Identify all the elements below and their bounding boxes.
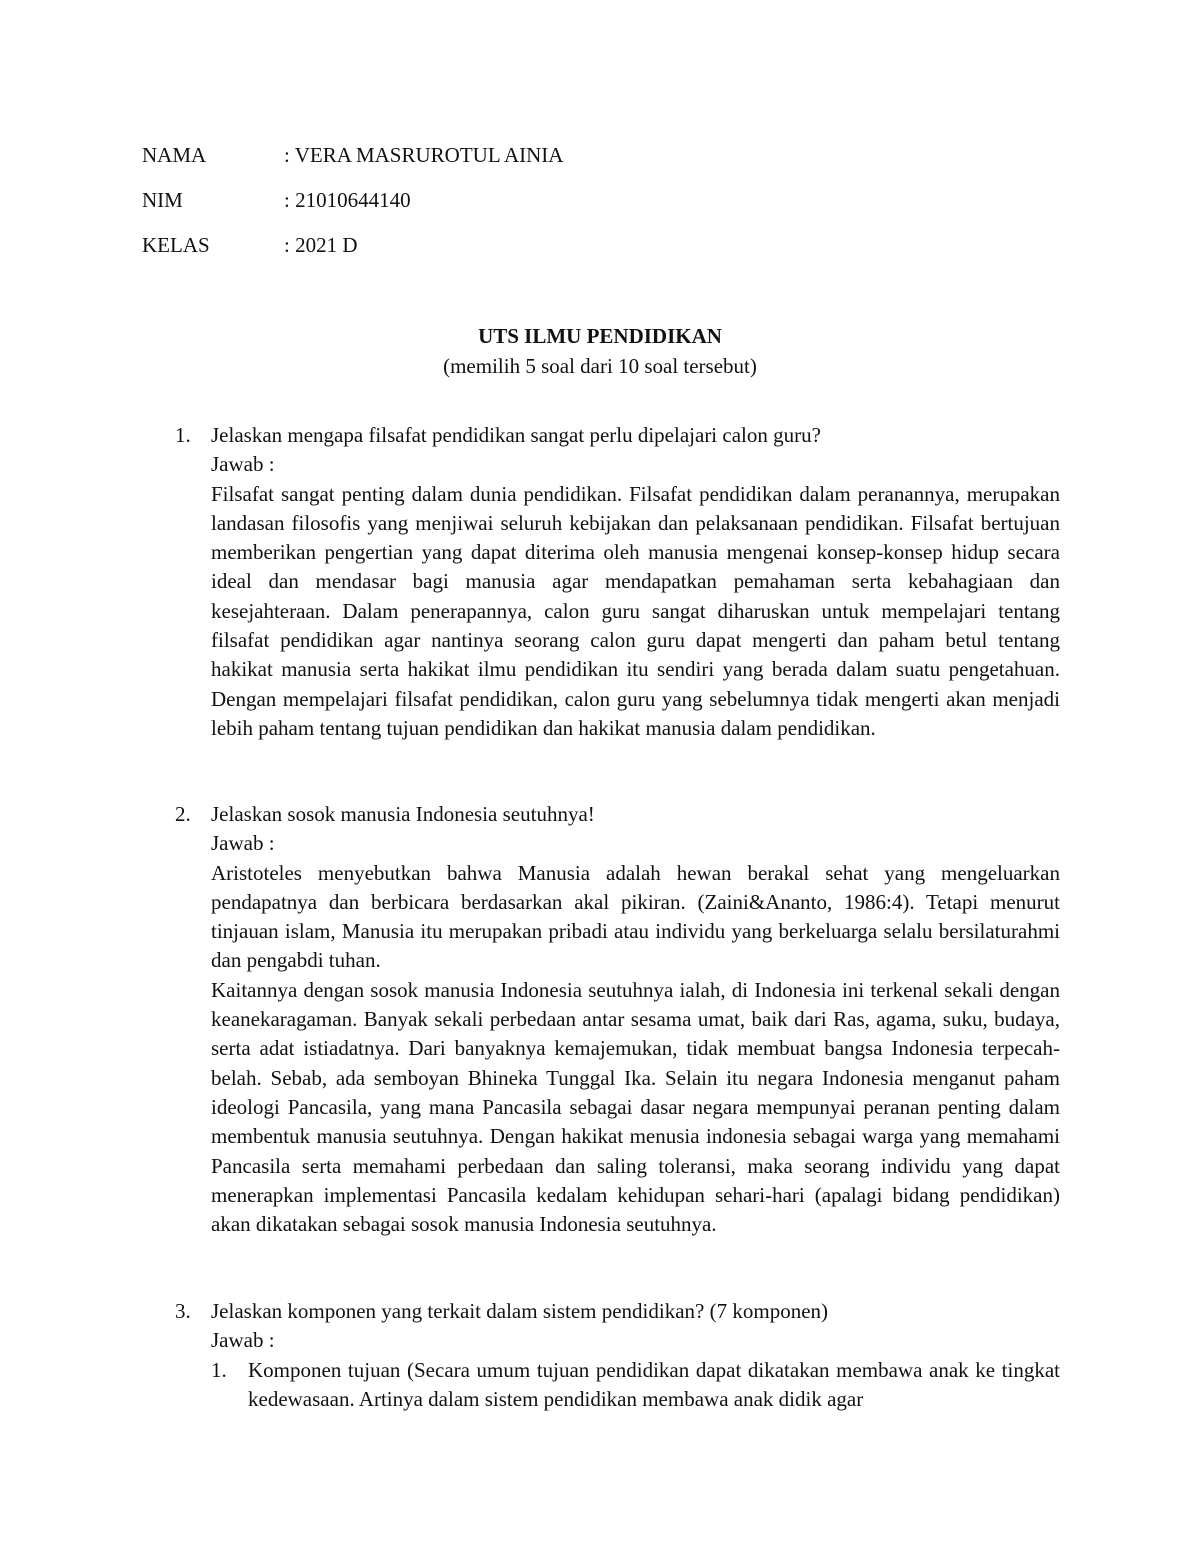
identity-value: : VERA MASRUROTUL AINIA bbox=[284, 143, 564, 167]
answer-paragraph: Filsafat sangat penting dalam dunia pendidikan. Filsafat pendidikan dalam peranannya, merupakan landasan filosofis yang menjiwai seluruh kebijakan dan pelaksanaan pendidikan. Filsafat bertujuan memberikan pengertian yang dapat diterima oleh manusia mengenai konsep-konsep hidup secara ideal dan mendasar bagi manusia agar mendapatkan pemahaman serta kebahagiaan dan kesejahteraan. Dalam penerapannya, calon guru sangat diharuskan untuk mempelajari tentang filsafat pendidikan agar nantinya seorang calon guru dapat mengerti dan paham betul tentang hakikat manusia serta hakikat ilmu pendidikan itu sendiri yang berada dalam suatu pengetahuan. Dengan mempelajari filsafat pendidikan, calon guru yang sebelumnya tidak mengerti akan menjadi lebih paham tentang tujuan pendidikan dan hakikat manusia dalam pendidikan. bbox=[211, 481, 1060, 740]
identity-value: : 2021 D bbox=[284, 233, 358, 257]
answer-block bbox=[175, 450, 1060, 743]
question-line bbox=[175, 1297, 1060, 1326]
answer-paragraph: Kaitannya dengan sosok manusia Indonesia seutuhnya ialah, di Indonesia ini terkenal sekali dengan keanekaragaman. Banyak sekali perbedaan antar sesama umat, baik dari Ras, agama, suku, budaya, serta adat istiadatnya. Dari banyaknya kemajemukan, tidak membuat bangsa Indonesia terpecah-belah. Sebab, ada semboyan Bhineka Tunggal Ika. Selain itu negara Indonesia menganut paham ideologi Pancasila, yang mana Pancasila sebagai dasar negara mempunyai peranan penting dalam membentuk manusia seutuhnya. Dengan hakikat menusia indonesia sebagai warga yang memahami Pancasila serta memahami perbedaan dan saling toleransi, maka seorang individu yang dapat menerapkan implementasi Pancasila kedalam kehidupan sehari-hari (apalagi bidang pendidikan) akan dikatakan sebagai sosok manusia Indonesia seutuhnya. bbox=[211, 977, 1060, 1237]
question-text: Jelaskan komponen yang terkait dalam sistem pendidikan? (7 komponen) bbox=[211, 1299, 829, 1323]
answer-block bbox=[175, 829, 1060, 1239]
question-text: Jelaskan mengapa filsafat pendidikan sangat perlu dipelajari calon guru? bbox=[211, 423, 821, 447]
identity-value: : 21010644140 bbox=[284, 188, 411, 212]
component-list bbox=[175, 1356, 1060, 1415]
page-title: UTS ILMU PENDIDIKAN bbox=[478, 324, 722, 348]
identity-row-kelas bbox=[142, 230, 563, 275]
list-item-text: Komponen tujuan (Secara umum tujuan pendidikan dapat dikatakan membawa anak ke tingkat kedewasaan. Artinya dalam sistem pendidikan membawa anak didik agar bbox=[248, 1357, 1060, 1411]
identity-row-nim bbox=[142, 185, 563, 230]
answer-label: Jawab : bbox=[211, 452, 275, 477]
student-identity bbox=[142, 140, 563, 275]
question-1 bbox=[175, 421, 1060, 743]
list-item bbox=[211, 1356, 1060, 1415]
answer-block bbox=[175, 1326, 1060, 1355]
list-item-number: 1. bbox=[211, 1357, 227, 1382]
question-text: Jelaskan sosok manusia Indonesia seutuhnya! bbox=[211, 802, 595, 826]
question-line bbox=[175, 421, 1060, 450]
question-line bbox=[175, 800, 1060, 829]
question-3 bbox=[175, 1297, 1060, 1414]
question-number: 2. bbox=[175, 802, 191, 826]
answer-label: Jawab : bbox=[211, 1328, 275, 1353]
identity-label: NIM bbox=[142, 188, 183, 212]
answer-paragraph: Aristoteles menyebutkan bahwa Manusia adalah hewan berakal sehat yang mengeluarkan pendapatnya dan berbicara berdasarkan akal pikiran. (Zaini&Ananto, 1986:4). Tetapi menurut tinjauan islam, Manusia itu merupakan pribadi atau individu yang berkeluarga selalu bersilaturahmi dan pengabdi tuhan. bbox=[211, 860, 1060, 973]
identity-row-nama bbox=[142, 140, 563, 185]
identity-label: KELAS bbox=[142, 233, 210, 257]
identity-label: NAMA bbox=[142, 143, 207, 167]
question-number: 3. bbox=[175, 1299, 191, 1323]
exam-header bbox=[0, 321, 1200, 381]
question-2 bbox=[175, 800, 1060, 1239]
page-subtitle: (memilih 5 soal dari 10 soal tersebut) bbox=[443, 354, 757, 378]
question-number: 1. bbox=[175, 423, 191, 447]
answer-label: Jawab : bbox=[211, 831, 275, 856]
